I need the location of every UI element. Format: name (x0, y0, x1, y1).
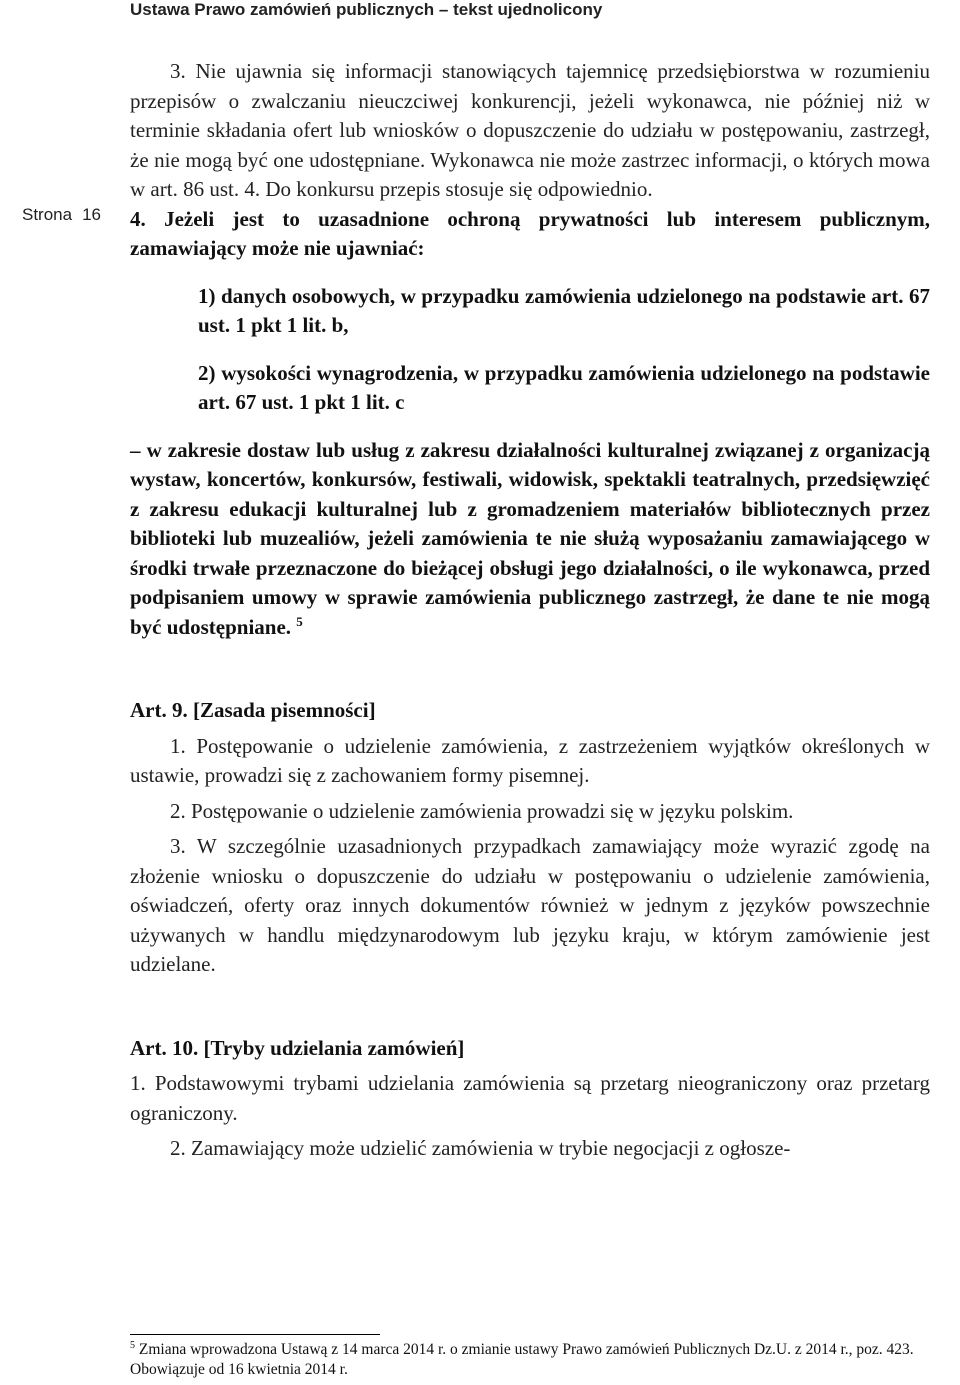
section-4-intro: 4. Jeżeli jest to uzasadnione ochroną prywatności lub interesem publicznym, zamawiający może nie ujawniać: (130, 206, 930, 260)
article-10-heading: Art. 10. [Tryby udzielania zamówień] (130, 1035, 465, 1060)
article-10-paragraph-1: 1. Podstawowymi trybami udzielania zamówienia są przetarg nieograniczony oraz przetarg ograniczony. (130, 1071, 930, 1125)
section-4-closing (130, 436, 930, 643)
article-10-paragraph-2: 2. Zamawiający może udzielić zamówienia w trybie negocjacji z ogłosze- (170, 1136, 791, 1160)
section-4-item-2: 2) wysokości wynagrodzenia, w przypadku zamówienia udzielonego na podstawie art. 67 ust. 1 pkt 1 lit. c (198, 360, 930, 414)
footnote-text: Zmiana wprowadzona Ustawą z 14 marca 2014 r. o zmianie ustawy Prawo zamówień Publicznych Dz.U. z 2014 r., poz. 423. Obowiązuje od 16 kwietnia 2014 r. (130, 1341, 914, 1378)
footnote-number: 5 (130, 1339, 135, 1351)
article-9-paragraph-2: 2. Postępowanie o udzielenie zamówienia prowadzi się w języku polskim. (170, 798, 794, 823)
article-9-paragraph-1: 1. Postępowanie o udzielenie zamówienia, z zastrzeżeniem wyjątków określonych w ustawie, prowadzi się z zachowaniem formy pisemnej. (130, 733, 930, 787)
footnote-reference[interactable]: 5 (296, 613, 303, 629)
section-4-closing-text: – w zakresie dostaw lub usług z zakresu działalności kulturalnej związanej z organizacją wystaw, koncertów, konkursów, festiwali, widowisk, spektakli teatralnych, przedsięwzięć z zakresu edukacji kulturalnej lub z gromadzeniem materiałów bibliotecznych przez biblioteki lub muzealiów, jeżeli zamówienia te nie służą wyposażaniu zamawiającego w środki trwałe przeznaczone do bieżącej obsługi jego działalności, o ile wykonawca, przed podpisaniem umowy w sprawie zamówienia publicznego zastrzegł, że dane te nie mogą być udostępniane. (130, 437, 930, 639)
footnote (130, 1340, 930, 1380)
page-indicator (22, 205, 101, 225)
article-9-paragraph-3: 3. W szczególnie uzasadnionych przypadkach zamawiający może wyrazić zgodę na złożenie wniosku o dopuszczenie do udziału w postępowaniu o udzielenie zamówienia, oświadczeń, oferty oraz innych dokumentów również w jednym z języków powszechnie używanych w handlu międzynarodowym lub języku kraju, w którym zamówienie jest udzielane. (130, 834, 930, 976)
page-number: 16 (82, 205, 102, 224)
section-4-item-1: 1) danych osobowych, w przypadku zamówienia udzielonego na podstawie art. 67 ust. 1 pkt 1 lit. b, (198, 283, 930, 337)
article-9-heading: Art. 9. [Zasada pisemności] (130, 698, 376, 722)
document-body (130, 57, 930, 1164)
document-header: Ustawa Prawo zamówień publicznych – tekst ujednolicony (130, 0, 603, 19)
page-label: Strona (22, 205, 73, 224)
footnote-divider (130, 1334, 380, 1335)
section-3-paragraph: 3. Nie ujawnia się informacji stanowiących tajemnicę przedsiębiorstwa w rozumieniu przepisów o zwalczaniu nieuczciwej konkurencji, jeżeli wykonawca, nie później niż w terminie składania ofert lub wniosków o dopuszczenie do udziału w postępowaniu, zastrzegł, że nie mogą być one udostępniane. Wykonawca nie może zastrzec informacji, o których mowa w art. 86 ust. 4. Do konkursu przepis stosuje się odpowiednio. (130, 59, 930, 201)
